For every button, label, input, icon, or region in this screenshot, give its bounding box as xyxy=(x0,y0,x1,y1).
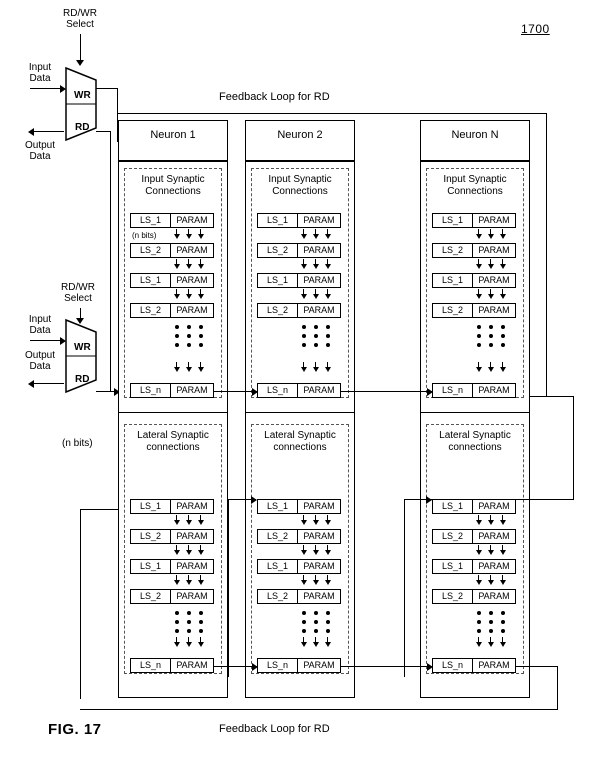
arrows-2-in-1 xyxy=(297,259,339,269)
synapse-row-1-lat-1[interactable] xyxy=(130,529,214,544)
synapse-row-2-in-2[interactable] xyxy=(257,273,341,288)
input-data-label-mid: Input Data xyxy=(28,314,52,336)
arrows-n-lat-2 xyxy=(472,575,514,585)
synapse-ls-label: LS_n xyxy=(433,659,473,672)
arrows-1-lat-1 xyxy=(170,545,212,555)
synapse-param-label: PARAM xyxy=(303,531,335,541)
lateral-left-h xyxy=(80,509,120,510)
rdwr-select-label-mid: RD/WR Select xyxy=(61,282,95,304)
synapse-param-label: PARAM xyxy=(303,660,335,670)
lateral-synaptic-title-1: Lateral Synaptic connections xyxy=(137,430,209,453)
arrows-n-in-0 xyxy=(472,229,514,239)
synapse-row-n-lat-2[interactable] xyxy=(432,559,516,574)
neuron-2-mid-divider xyxy=(245,412,355,413)
synapse-row-n-in-2[interactable] xyxy=(432,273,516,288)
feedback-top-line xyxy=(117,113,547,114)
lateral-entry-n-top xyxy=(546,396,574,397)
synapse-param-label: PARAM xyxy=(176,385,208,395)
synapse-param-label: PARAM xyxy=(478,215,510,225)
synapse-ls-label: LS_n xyxy=(131,659,171,672)
arrows-1-in-1 xyxy=(170,259,212,269)
synapse-ls-label: LS_1 xyxy=(131,500,171,513)
synapse-row-n-in-4[interactable] xyxy=(432,383,516,398)
lateral-left-vert xyxy=(80,509,81,699)
synapse-row-2-lat-1[interactable] xyxy=(257,529,341,544)
output-data-line-mid xyxy=(30,383,64,384)
synapse-param-label: PARAM xyxy=(478,275,510,285)
arrows-2-in-3 xyxy=(297,362,339,372)
arrows-1-in-0 xyxy=(170,229,212,239)
wr-bus-top xyxy=(96,88,118,89)
arrows-2-lat-3 xyxy=(297,637,339,647)
feedback-bottom-line xyxy=(80,709,558,710)
synapse-param-label: PARAM xyxy=(303,305,335,315)
synapse-row-1-in-0[interactable] xyxy=(130,213,214,228)
chain-in-1-2-arrow xyxy=(252,388,258,396)
neuron-1-title-divider xyxy=(118,160,228,162)
ellipsis-1-in xyxy=(170,325,212,347)
chain-in-1-2 xyxy=(214,391,257,392)
synapse-param-label: PARAM xyxy=(478,385,510,395)
chain-lat-1-2-arrow xyxy=(252,663,258,671)
feedback-top-vert xyxy=(546,113,547,397)
mid-bus-h xyxy=(96,391,116,392)
input-data-line-mid xyxy=(30,340,64,341)
synapse-param-label: PARAM xyxy=(176,245,208,255)
synapse-param-label: PARAM xyxy=(303,591,335,601)
ellipsis-2-lat xyxy=(297,611,339,633)
lateral-entry-2-arrow xyxy=(251,496,257,504)
input-synaptic-title-2: Input Synaptic Connections xyxy=(268,174,332,197)
synapse-param-label: PARAM xyxy=(176,215,208,225)
figure-label: FIG. 17 xyxy=(48,721,102,738)
input-synaptic-title-1: Input Synaptic Connections xyxy=(141,174,205,197)
lateral-entry-n-right xyxy=(516,499,574,500)
synapse-param-label: PARAM xyxy=(176,275,208,285)
synapse-ls-label: LS_2 xyxy=(433,530,473,543)
synapse-row-n-lat-3[interactable] xyxy=(432,589,516,604)
arrows-n-lat-0 xyxy=(472,515,514,525)
synapse-param-label: PARAM xyxy=(176,591,208,601)
figure-number: 1700 xyxy=(521,22,550,36)
chain-lat-2-n-arrow xyxy=(427,663,433,671)
synapse-param-label: PARAM xyxy=(303,501,335,511)
synapse-ls-label: LS_2 xyxy=(433,244,473,257)
synapse-row-1-lat-4[interactable] xyxy=(130,658,214,673)
synapse-ls-label: LS_n xyxy=(131,384,171,397)
input-data-label-top: Input Data xyxy=(28,62,52,84)
arrows-1-lat-0 xyxy=(170,515,212,525)
neuron-title-n: Neuron N xyxy=(451,129,499,141)
lateral-out-right xyxy=(516,666,558,667)
mux-mid-wr-label: WR xyxy=(74,342,91,353)
synapse-row-n-in-1[interactable] xyxy=(432,243,516,258)
neuron-2-title-divider xyxy=(245,160,355,162)
synapse-row-2-lat-4[interactable] xyxy=(257,658,341,673)
chain-in-2-n xyxy=(341,391,432,392)
synapse-ls-label: LS_2 xyxy=(131,304,171,317)
synapse-ls-label: LS_1 xyxy=(433,560,473,573)
synapse-row-2-in-1[interactable] xyxy=(257,243,341,258)
synapse-row-n-in-0[interactable] xyxy=(432,213,516,228)
synapse-ls-label: LS_1 xyxy=(131,560,171,573)
lateral-entry-n-arrow xyxy=(426,496,432,504)
synapse-row-n-lat-0[interactable] xyxy=(432,499,516,514)
synapse-row-1-lat-2[interactable] xyxy=(130,559,214,574)
synapse-ls-label: LS_2 xyxy=(258,244,298,257)
arrows-n-lat-1 xyxy=(472,545,514,555)
synapse-row-n-lat-4[interactable] xyxy=(432,658,516,673)
synapse-row-1-in-4[interactable] xyxy=(130,383,214,398)
rd-bus-top-vert xyxy=(110,131,111,391)
synapse-param-label: PARAM xyxy=(176,660,208,670)
synapse-ls-label: LS_2 xyxy=(433,304,473,317)
arrows-2-lat-0 xyxy=(297,515,339,525)
arrows-n-in-2 xyxy=(472,289,514,299)
synapse-param-label: PARAM xyxy=(303,215,335,225)
lateral-entry-n-vert xyxy=(573,396,574,500)
arrows-2-in-2 xyxy=(297,289,339,299)
ellipsis-1-lat xyxy=(170,611,212,633)
synapse-param-label: PARAM xyxy=(478,245,510,255)
synapse-param-label: PARAM xyxy=(478,531,510,541)
synapse-ls-label: LS_1 xyxy=(258,560,298,573)
chain-lat-2-n xyxy=(341,666,432,667)
output-data-label-top: Output Data xyxy=(24,140,56,162)
synapse-row-2-in-3[interactable] xyxy=(257,303,341,318)
output-data-label-mid: Output Data xyxy=(24,350,56,372)
synapse-row-2-in-4[interactable] xyxy=(257,383,341,398)
synapse-ls-label: LS_2 xyxy=(131,244,171,257)
chain-lat-1-2 xyxy=(214,666,257,667)
synapse-param-label: PARAM xyxy=(478,501,510,511)
synapse-ls-label: LS_n xyxy=(433,384,473,397)
lateral-entry-2-vert xyxy=(228,499,229,677)
synapse-row-n-in-3[interactable] xyxy=(432,303,516,318)
arrows-n-lat-3 xyxy=(472,637,514,647)
synapse-ls-label: LS_2 xyxy=(131,590,171,603)
synapse-param-label: PARAM xyxy=(176,305,208,315)
mux-top-rd-label: RD xyxy=(75,122,90,133)
synapse-ls-label: LS_2 xyxy=(131,530,171,543)
lateral-synaptic-title-n: Lateral Synaptic connections xyxy=(439,430,511,453)
synapse-param-label: PARAM xyxy=(176,531,208,541)
ellipsis-n-lat xyxy=(472,611,514,633)
lateral-out-right-vert xyxy=(557,666,558,710)
neuron-n-mid-divider xyxy=(420,412,530,413)
arrows-n-in-1 xyxy=(472,259,514,269)
arrows-1-lat-2 xyxy=(170,575,212,585)
synapse-row-1-lat-0[interactable] xyxy=(130,499,214,514)
neuron-1-mid-divider xyxy=(118,412,228,413)
select-line-top xyxy=(80,34,81,62)
synapse-row-2-lat-0[interactable] xyxy=(257,499,341,514)
arrows-1-lat-3 xyxy=(170,637,212,647)
synapse-ls-label: LS_2 xyxy=(258,304,298,317)
nbits-top-label: (n bits) xyxy=(132,231,157,240)
arrows-n-in-3 xyxy=(472,362,514,372)
synapse-ls-label: LS_1 xyxy=(433,214,473,227)
neuron-n-title-divider xyxy=(420,160,530,162)
arrows-1-in-2 xyxy=(170,289,212,299)
synapse-ls-label: LS_1 xyxy=(131,214,171,227)
lateral-entry-n-vert xyxy=(404,499,405,677)
rdwr-select-label-top: RD/WR Select xyxy=(63,8,97,30)
mux-mid-rd-label: RD xyxy=(75,374,90,385)
synapse-param-label: PARAM xyxy=(303,245,335,255)
synapse-param-label: PARAM xyxy=(303,275,335,285)
synapse-row-2-lat-3[interactable] xyxy=(257,589,341,604)
synapse-param-label: PARAM xyxy=(478,561,510,571)
synapse-ls-label: LS_1 xyxy=(258,214,298,227)
mux-top-wr-label: WR xyxy=(74,90,91,101)
input-synaptic-title-n: Input Synaptic Connections xyxy=(443,174,507,197)
rd-bus-top xyxy=(96,131,110,132)
synapse-ls-label: LS_2 xyxy=(258,590,298,603)
feedback-top-label: Feedback Loop for RD xyxy=(219,91,330,103)
synapse-ls-label: LS_n xyxy=(258,659,298,672)
synapse-ls-label: LS_1 xyxy=(258,500,298,513)
feedback-bottom-label: Feedback Loop for RD xyxy=(219,723,330,735)
synapse-row-1-lat-3[interactable] xyxy=(130,589,214,604)
synapse-ls-label: LS_1 xyxy=(258,274,298,287)
arrows-2-lat-1 xyxy=(297,545,339,555)
synapse-param-label: PARAM xyxy=(303,385,335,395)
chain-in-2-n-arrow xyxy=(427,388,433,396)
synapse-param-label: PARAM xyxy=(478,660,510,670)
arrows-2-in-0 xyxy=(297,229,339,239)
synapse-ls-label: LS_1 xyxy=(433,274,473,287)
ellipsis-n-in xyxy=(472,325,514,347)
synapse-row-2-in-0[interactable] xyxy=(257,213,341,228)
arrows-2-lat-2 xyxy=(297,575,339,585)
synapse-param-label: PARAM xyxy=(478,591,510,601)
output-data-arrow-mid xyxy=(28,380,34,388)
ellipsis-2-in xyxy=(297,325,339,347)
synapse-param-label: PARAM xyxy=(303,561,335,571)
synapse-ls-label: LS_n xyxy=(258,384,298,397)
synapse-param-label: PARAM xyxy=(176,561,208,571)
neuron-title-1: Neuron 1 xyxy=(150,129,196,141)
synapse-ls-label: LS_2 xyxy=(258,530,298,543)
arrows-1-in-3 xyxy=(170,362,212,372)
synapse-row-1-in-1[interactable] xyxy=(130,243,214,258)
nbits-left-label: (n bits) xyxy=(62,438,93,449)
synapse-param-label: PARAM xyxy=(478,305,510,315)
synapse-ls-label: LS_1 xyxy=(131,274,171,287)
synapse-param-label: PARAM xyxy=(176,501,208,511)
output-data-arrow-top xyxy=(28,128,34,136)
lateral-synaptic-title-2: Lateral Synaptic connections xyxy=(264,430,336,453)
synapse-row-n-lat-1[interactable] xyxy=(432,529,516,544)
synapse-ls-label: LS_1 xyxy=(433,500,473,513)
synapse-ls-label: LS_2 xyxy=(433,590,473,603)
synapse-row-1-in-3[interactable] xyxy=(130,303,214,318)
neuron-title-2: Neuron 2 xyxy=(277,129,323,141)
output-data-line-top xyxy=(30,131,64,132)
synapse-row-1-in-2[interactable] xyxy=(130,273,214,288)
synapse-row-2-lat-2[interactable] xyxy=(257,559,341,574)
input-data-line-top xyxy=(30,88,64,89)
